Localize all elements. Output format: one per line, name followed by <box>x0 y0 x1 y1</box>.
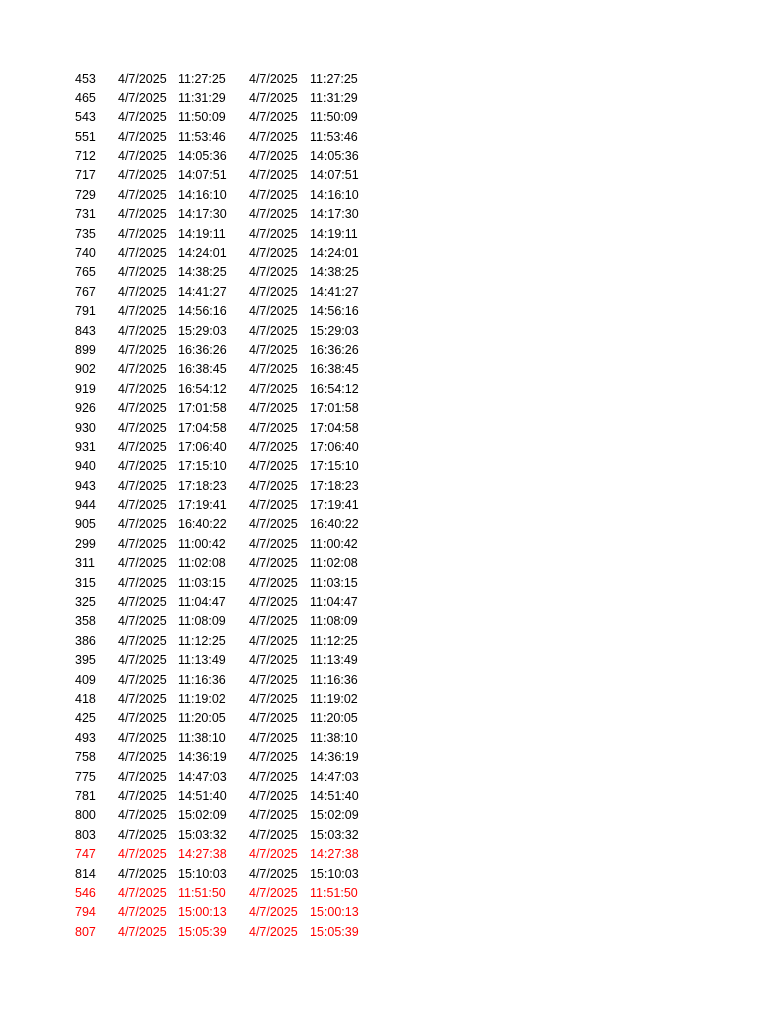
cell-end-date[interactable]: 4/7/2025 <box>249 808 298 823</box>
cell-start-time[interactable]: 17:01:58 <box>178 401 227 416</box>
cell-start-date[interactable]: 4/7/2025 <box>118 769 167 784</box>
cell-id[interactable]: 735 <box>75 226 96 241</box>
cell-start-date[interactable]: 4/7/2025 <box>118 633 167 648</box>
cell-start-date[interactable]: 4/7/2025 <box>118 595 167 610</box>
cell-start-time[interactable]: 14:19:11 <box>178 226 226 241</box>
cell-start-date[interactable]: 4/7/2025 <box>118 168 167 183</box>
cell-end-time[interactable]: 15:02:09 <box>310 808 359 823</box>
cell-start-date[interactable]: 4/7/2025 <box>118 498 167 513</box>
cell-start-time[interactable]: 11:08:09 <box>178 614 226 629</box>
cell-end-time[interactable]: 11:16:36 <box>310 672 358 687</box>
cell-id[interactable]: 807 <box>75 924 96 939</box>
cell-end-time[interactable]: 11:31:29 <box>310 90 358 105</box>
cell-start-time[interactable]: 11:51:50 <box>178 885 226 900</box>
cell-start-time[interactable]: 11:31:29 <box>178 90 226 105</box>
cell-start-time[interactable]: 16:36:26 <box>178 342 227 357</box>
cell-start-date[interactable]: 4/7/2025 <box>118 284 167 299</box>
cell-end-time[interactable]: 11:12:25 <box>310 633 358 648</box>
cell-end-date[interactable]: 4/7/2025 <box>249 284 298 299</box>
cell-end-time[interactable]: 15:29:03 <box>310 323 359 338</box>
cell-id[interactable]: 794 <box>75 905 96 920</box>
cell-end-time[interactable]: 14:56:16 <box>310 304 359 319</box>
cell-id[interactable]: 299 <box>75 536 96 551</box>
cell-end-time[interactable]: 16:40:22 <box>310 517 359 532</box>
cell-start-time[interactable]: 14:17:30 <box>178 207 227 222</box>
cell-start-date[interactable]: 4/7/2025 <box>118 808 167 823</box>
cell-end-date[interactable]: 4/7/2025 <box>249 885 298 900</box>
cell-start-time[interactable]: 14:36:19 <box>178 750 227 765</box>
cell-end-time[interactable]: 17:06:40 <box>310 439 359 454</box>
cell-start-time[interactable]: 15:29:03 <box>178 323 227 338</box>
cell-start-time[interactable]: 11:20:05 <box>178 711 226 726</box>
cell-end-date[interactable]: 4/7/2025 <box>249 226 298 241</box>
cell-end-date[interactable]: 4/7/2025 <box>249 71 298 86</box>
cell-end-date[interactable]: 4/7/2025 <box>249 924 298 939</box>
cell-start-time[interactable]: 11:02:08 <box>178 556 226 571</box>
cell-start-date[interactable]: 4/7/2025 <box>118 90 167 105</box>
cell-id[interactable]: 325 <box>75 595 96 610</box>
cell-start-time[interactable]: 14:41:27 <box>178 284 227 299</box>
cell-end-date[interactable]: 4/7/2025 <box>249 323 298 338</box>
cell-id[interactable]: 717 <box>75 168 96 183</box>
cell-start-date[interactable]: 4/7/2025 <box>118 459 167 474</box>
cell-start-time[interactable]: 17:19:41 <box>178 498 227 513</box>
cell-start-time[interactable]: 16:38:45 <box>178 362 227 377</box>
cell-start-time[interactable]: 15:03:32 <box>178 827 227 842</box>
cell-id[interactable]: 781 <box>75 788 96 803</box>
cell-start-time[interactable]: 16:54:12 <box>178 381 227 396</box>
cell-start-time[interactable]: 11:04:47 <box>178 595 226 610</box>
cell-end-time[interactable]: 17:18:23 <box>310 478 359 493</box>
cell-end-date[interactable]: 4/7/2025 <box>249 149 298 164</box>
cell-start-time[interactable]: 11:38:10 <box>178 730 226 745</box>
cell-id[interactable]: 902 <box>75 362 96 377</box>
cell-end-time[interactable]: 14:51:40 <box>310 788 359 803</box>
cell-end-date[interactable]: 4/7/2025 <box>249 420 298 435</box>
cell-id[interactable]: 311 <box>75 556 95 571</box>
cell-end-time[interactable]: 14:38:25 <box>310 265 359 280</box>
cell-start-time[interactable]: 14:07:51 <box>178 168 227 183</box>
cell-id[interactable]: 943 <box>75 478 96 493</box>
cell-start-date[interactable]: 4/7/2025 <box>118 187 167 202</box>
cell-start-date[interactable]: 4/7/2025 <box>118 788 167 803</box>
cell-end-time[interactable]: 11:38:10 <box>310 730 358 745</box>
cell-id[interactable]: 931 <box>75 439 96 454</box>
cell-start-time[interactable]: 15:05:39 <box>178 924 227 939</box>
cell-end-time[interactable]: 17:01:58 <box>310 401 359 416</box>
cell-start-time[interactable]: 17:15:10 <box>178 459 227 474</box>
cell-id[interactable]: 814 <box>75 866 96 881</box>
cell-start-date[interactable]: 4/7/2025 <box>118 827 167 842</box>
cell-start-time[interactable]: 11:50:09 <box>178 110 226 125</box>
cell-end-date[interactable]: 4/7/2025 <box>249 556 298 571</box>
cell-end-time[interactable]: 15:03:32 <box>310 827 359 842</box>
cell-start-time[interactable]: 15:02:09 <box>178 808 227 823</box>
cell-id[interactable]: 358 <box>75 614 96 629</box>
cell-start-date[interactable]: 4/7/2025 <box>118 924 167 939</box>
cell-start-time[interactable]: 14:24:01 <box>178 246 227 261</box>
cell-start-time[interactable]: 17:18:23 <box>178 478 227 493</box>
cell-id[interactable]: 765 <box>75 265 96 280</box>
cell-end-time[interactable]: 11:02:08 <box>310 556 358 571</box>
cell-end-time[interactable]: 11:50:09 <box>310 110 358 125</box>
cell-end-time[interactable]: 14:07:51 <box>310 168 359 183</box>
cell-start-time[interactable]: 14:56:16 <box>178 304 227 319</box>
cell-end-date[interactable]: 4/7/2025 <box>249 730 298 745</box>
cell-start-date[interactable]: 4/7/2025 <box>118 207 167 222</box>
cell-id[interactable]: 551 <box>75 129 96 144</box>
cell-start-time[interactable]: 11:12:25 <box>178 633 226 648</box>
cell-end-time[interactable]: 17:04:58 <box>310 420 359 435</box>
cell-end-time[interactable]: 16:36:26 <box>310 342 359 357</box>
cell-id[interactable]: 425 <box>75 711 96 726</box>
cell-end-time[interactable]: 17:15:10 <box>310 459 359 474</box>
cell-end-date[interactable]: 4/7/2025 <box>249 168 298 183</box>
cell-end-time[interactable]: 15:10:03 <box>310 866 359 881</box>
cell-id[interactable]: 395 <box>75 653 96 668</box>
cell-start-date[interactable]: 4/7/2025 <box>118 129 167 144</box>
cell-start-time[interactable]: 14:05:36 <box>178 149 227 164</box>
cell-end-date[interactable]: 4/7/2025 <box>249 110 298 125</box>
cell-end-date[interactable]: 4/7/2025 <box>249 711 298 726</box>
cell-start-date[interactable]: 4/7/2025 <box>118 439 167 454</box>
cell-start-date[interactable]: 4/7/2025 <box>118 672 167 687</box>
cell-start-date[interactable]: 4/7/2025 <box>118 323 167 338</box>
cell-end-time[interactable]: 11:03:15 <box>310 575 358 590</box>
cell-end-date[interactable]: 4/7/2025 <box>249 381 298 396</box>
cell-end-date[interactable]: 4/7/2025 <box>249 692 298 706</box>
cell-end-date[interactable]: 4/7/2025 <box>249 536 298 551</box>
cell-end-time[interactable]: 14:19:11 <box>310 226 358 241</box>
cell-end-date[interactable]: 4/7/2025 <box>249 653 298 668</box>
cell-end-date[interactable]: 4/7/2025 <box>249 187 298 202</box>
cell-start-date[interactable]: 4/7/2025 <box>118 149 167 164</box>
cell-end-time[interactable]: 14:41:27 <box>310 284 359 299</box>
cell-start-date[interactable]: 4/7/2025 <box>118 71 167 86</box>
cell-end-date[interactable]: 4/7/2025 <box>249 905 298 920</box>
cell-end-time[interactable]: 11:08:09 <box>310 614 358 629</box>
cell-end-date[interactable]: 4/7/2025 <box>249 595 298 610</box>
cell-start-time[interactable]: 14:27:38 <box>178 847 227 862</box>
cell-end-time[interactable]: 14:05:36 <box>310 149 359 164</box>
cell-end-time[interactable]: 11:51:50 <box>310 885 358 900</box>
cell-id[interactable]: 775 <box>75 769 96 784</box>
cell-start-date[interactable]: 4/7/2025 <box>118 556 167 571</box>
cell-id[interactable]: 919 <box>75 381 96 396</box>
cell-id[interactable]: 803 <box>75 827 96 842</box>
cell-end-date[interactable]: 4/7/2025 <box>249 633 298 648</box>
cell-end-date[interactable]: 4/7/2025 <box>249 304 298 319</box>
cell-start-date[interactable]: 4/7/2025 <box>118 265 167 280</box>
cell-id[interactable]: 465 <box>75 90 96 105</box>
cell-end-time[interactable]: 11:04:47 <box>310 595 358 610</box>
cell-end-time[interactable]: 11:19:02 <box>310 692 358 706</box>
cell-end-time[interactable]: 16:38:45 <box>310 362 359 377</box>
cell-start-date[interactable]: 4/7/2025 <box>118 381 167 396</box>
cell-end-time[interactable]: 11:00:42 <box>310 536 358 551</box>
cell-start-date[interactable]: 4/7/2025 <box>118 517 167 532</box>
cell-start-date[interactable]: 4/7/2025 <box>118 750 167 765</box>
cell-start-time[interactable]: 11:00:42 <box>178 536 226 551</box>
cell-end-date[interactable]: 4/7/2025 <box>249 769 298 784</box>
cell-start-time[interactable]: 14:16:10 <box>178 187 227 202</box>
cell-start-date[interactable]: 4/7/2025 <box>118 420 167 435</box>
cell-start-time[interactable]: 11:27:25 <box>178 71 226 86</box>
cell-start-date[interactable]: 4/7/2025 <box>118 730 167 745</box>
cell-start-time[interactable]: 15:10:03 <box>178 866 227 881</box>
cell-id[interactable]: 940 <box>75 459 96 474</box>
cell-end-time[interactable]: 15:05:39 <box>310 924 359 939</box>
cell-id[interactable]: 758 <box>75 750 96 765</box>
cell-end-date[interactable]: 4/7/2025 <box>249 672 298 687</box>
cell-start-time[interactable]: 17:06:40 <box>178 439 227 454</box>
cell-end-date[interactable]: 4/7/2025 <box>249 459 298 474</box>
cell-id[interactable]: 543 <box>75 110 96 125</box>
cell-start-date[interactable]: 4/7/2025 <box>118 866 167 881</box>
cell-end-date[interactable]: 4/7/2025 <box>249 788 298 803</box>
cell-id[interactable]: 546 <box>75 885 96 900</box>
cell-end-date[interactable]: 4/7/2025 <box>249 439 298 454</box>
cell-start-date[interactable]: 4/7/2025 <box>118 246 167 261</box>
cell-end-date[interactable]: 4/7/2025 <box>249 90 298 105</box>
cell-id[interactable]: 731 <box>75 207 96 222</box>
cell-end-date[interactable]: 4/7/2025 <box>249 265 298 280</box>
cell-start-time[interactable]: 11:03:15 <box>178 575 226 590</box>
cell-end-date[interactable]: 4/7/2025 <box>249 827 298 842</box>
cell-id[interactable]: 740 <box>75 246 96 261</box>
cell-end-time[interactable]: 14:24:01 <box>310 246 359 261</box>
cell-end-date[interactable]: 4/7/2025 <box>249 478 298 493</box>
cell-start-date[interactable]: 4/7/2025 <box>118 401 167 416</box>
cell-start-time[interactable]: 11:16:36 <box>178 672 226 687</box>
cell-start-date[interactable]: 4/7/2025 <box>118 885 167 900</box>
cell-end-time[interactable]: 15:00:13 <box>310 905 359 920</box>
cell-id[interactable]: 493 <box>75 730 96 745</box>
cell-start-date[interactable]: 4/7/2025 <box>118 711 167 726</box>
cell-end-time[interactable]: 14:27:38 <box>310 847 359 862</box>
cell-start-date[interactable]: 4/7/2025 <box>118 653 167 668</box>
cell-start-date[interactable]: 4/7/2025 <box>118 614 167 629</box>
cell-start-time[interactable]: 17:04:58 <box>178 420 227 435</box>
cell-id[interactable]: 905 <box>75 517 96 532</box>
cell-start-date[interactable]: 4/7/2025 <box>118 478 167 493</box>
cell-end-date[interactable]: 4/7/2025 <box>249 342 298 357</box>
cell-start-date[interactable]: 4/7/2025 <box>118 362 167 377</box>
cell-id[interactable]: 418 <box>75 692 96 706</box>
cell-end-time[interactable]: 11:27:25 <box>310 71 358 86</box>
cell-end-time[interactable]: 16:54:12 <box>310 381 359 396</box>
cell-start-time[interactable]: 15:00:13 <box>178 905 227 920</box>
cell-id[interactable]: 386 <box>75 633 96 648</box>
cell-start-date[interactable]: 4/7/2025 <box>118 575 167 590</box>
cell-start-time[interactable]: 14:51:40 <box>178 788 227 803</box>
cell-id[interactable]: 800 <box>75 808 96 823</box>
cell-end-time[interactable]: 11:20:05 <box>310 711 358 726</box>
cell-start-date[interactable]: 4/7/2025 <box>118 226 167 241</box>
cell-end-date[interactable]: 4/7/2025 <box>249 207 298 222</box>
cell-end-date[interactable]: 4/7/2025 <box>249 614 298 629</box>
cell-id[interactable]: 944 <box>75 498 96 513</box>
cell-id[interactable]: 899 <box>75 342 96 357</box>
cell-start-time[interactable]: 14:47:03 <box>178 769 227 784</box>
cell-end-date[interactable]: 4/7/2025 <box>249 575 298 590</box>
cell-end-date[interactable]: 4/7/2025 <box>249 498 298 513</box>
cell-start-time[interactable]: 11:53:46 <box>178 129 226 144</box>
cell-end-time[interactable]: 14:16:10 <box>310 187 359 202</box>
cell-end-time[interactable]: 14:36:19 <box>310 750 359 765</box>
cell-start-date[interactable]: 4/7/2025 <box>118 342 167 357</box>
cell-id[interactable]: 930 <box>75 420 96 435</box>
cell-end-date[interactable]: 4/7/2025 <box>249 246 298 261</box>
cell-end-date[interactable]: 4/7/2025 <box>249 866 298 881</box>
cell-start-time[interactable]: 16:40:22 <box>178 517 227 532</box>
cell-end-time[interactable]: 11:13:49 <box>310 653 358 668</box>
cell-id[interactable]: 791 <box>75 304 96 319</box>
cell-end-time[interactable]: 11:53:46 <box>310 129 358 144</box>
cell-start-time[interactable]: 11:19:02 <box>178 692 226 706</box>
cell-end-date[interactable]: 4/7/2025 <box>249 750 298 765</box>
cell-id[interactable]: 767 <box>75 284 96 299</box>
cell-start-time[interactable]: 14:38:25 <box>178 265 227 280</box>
cell-id[interactable]: 747 <box>75 847 96 862</box>
cell-id[interactable]: 843 <box>75 323 96 338</box>
cell-end-date[interactable]: 4/7/2025 <box>249 401 298 416</box>
cell-end-date[interactable]: 4/7/2025 <box>249 362 298 377</box>
cell-end-date[interactable]: 4/7/2025 <box>249 847 298 862</box>
cell-end-time[interactable]: 14:47:03 <box>310 769 359 784</box>
cell-start-time[interactable]: 11:13:49 <box>178 653 226 668</box>
cell-id[interactable]: 926 <box>75 401 96 416</box>
cell-start-date[interactable]: 4/7/2025 <box>118 304 167 319</box>
cell-end-date[interactable]: 4/7/2025 <box>249 129 298 144</box>
cell-id[interactable]: 453 <box>75 71 96 86</box>
cell-end-time[interactable]: 14:17:30 <box>310 207 359 222</box>
cell-start-date[interactable]: 4/7/2025 <box>118 536 167 551</box>
cell-start-date[interactable]: 4/7/2025 <box>118 110 167 125</box>
cell-start-date[interactable]: 4/7/2025 <box>118 847 167 862</box>
cell-id[interactable]: 712 <box>75 149 96 164</box>
cell-end-time[interactable]: 17:19:41 <box>310 498 359 513</box>
cell-id[interactable]: 409 <box>75 672 96 687</box>
cell-end-date[interactable]: 4/7/2025 <box>249 517 298 532</box>
cell-start-date[interactable]: 4/7/2025 <box>118 905 167 920</box>
cell-id[interactable]: 729 <box>75 187 96 202</box>
cell-id[interactable]: 315 <box>75 575 96 590</box>
cell-start-date[interactable]: 4/7/2025 <box>118 692 167 706</box>
